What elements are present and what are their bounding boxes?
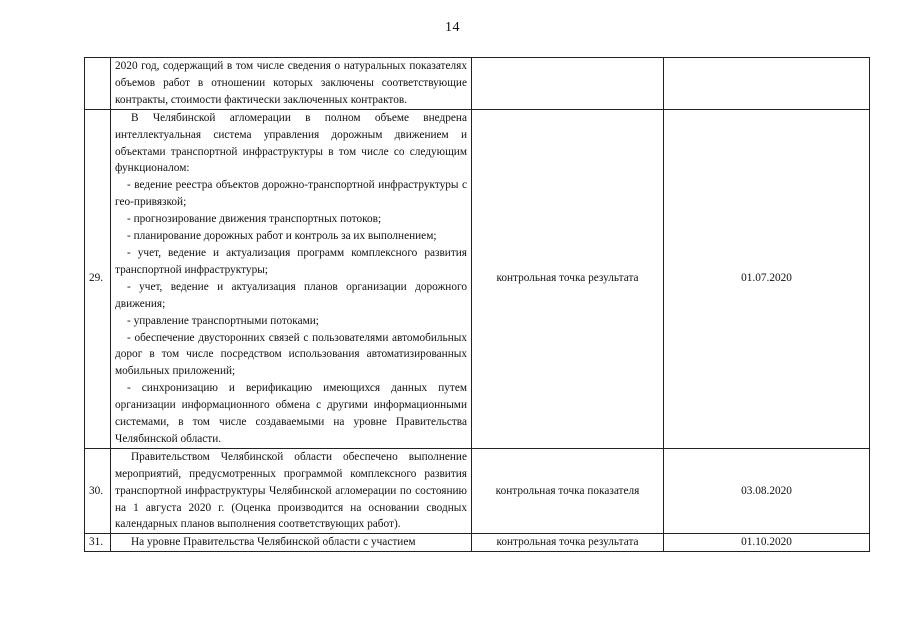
table-row [85,448,870,534]
description-paragraph: - учет, ведение и актуализация планов организации дорожного движения; [115,280,467,310]
description-paragraph: 2020 год, содержащий в том числе сведения о натуральных показателях объемов работ в отношении которых заключены соответствующие контракты, стоимости фактически заключенных контрактов. [115,60,467,106]
table-row [85,58,870,110]
table-row [85,109,870,448]
description-paragraph: - прогнозирование движения транспортных потоков; [127,213,382,226]
row-milestone-type [472,58,664,110]
row-number: 31. [85,534,111,552]
description-paragraph: На уровне Правительства Челябинской области с участием [131,536,416,549]
row-number: 29. [85,109,111,448]
row-milestone-type: контрольная точка результата [472,534,664,552]
description-paragraph: Правительством Челябинской области обеспечено выполнение мероприятий, предусмотренных программой комплексного развития транспортной инфраструктуры Челябинской агломерации по состоянию на 1 августа 2020 г. (Оценка производится на основании сводных календарных планов выполнения соответствующих работ). [115,450,467,531]
row-number: 30. [85,448,111,534]
description-paragraph: - синхронизацию и верификацию имеющихся данных путем организации информационного обмена с другими информационными системами, в том числе создаваемыми на уровне Правительства Челябинской области. [115,382,467,445]
description-paragraph: В Челябинской агломерации в полном объеме внедрена интеллектуальная система управления дорожным движением и объектами транспортной инфраструктуры в том числе со следующим функционалом: [115,111,467,175]
milestones-table [84,57,870,552]
row-date [664,58,870,110]
row-milestone-type: контрольная точка результата [472,109,664,448]
description-paragraph: - ведение реестра объектов дорожно-транспортной инфраструктуры с гео-привязкой; [115,179,467,209]
row-date: 01.10.2020 [664,534,870,552]
row-description [111,58,472,110]
row-number [85,58,111,110]
description-paragraph: - управление транспортными потоками; [127,314,319,327]
row-date: 03.08.2020 [664,448,870,534]
row-description [111,534,472,552]
milestones-table-body [85,58,870,552]
row-description [111,109,472,448]
page-number: 14 [445,20,460,35]
table-row [85,534,870,552]
description-paragraph: - планирование дорожных работ и контроль за их выполнением; [127,230,437,243]
row-description [111,448,472,534]
row-date: 01.07.2020 [664,109,870,448]
description-paragraph: - обеспечение двусторонних связей с пользователями автомобильных дорог в том числе посредством использования автоматизированных мобильных приложений; [115,331,467,378]
description-paragraph: - учет, ведение и актуализация программ комплексного развития транспортной инфраструктуры; [115,246,467,276]
row-milestone-type: контрольная точка показателя [472,448,664,534]
